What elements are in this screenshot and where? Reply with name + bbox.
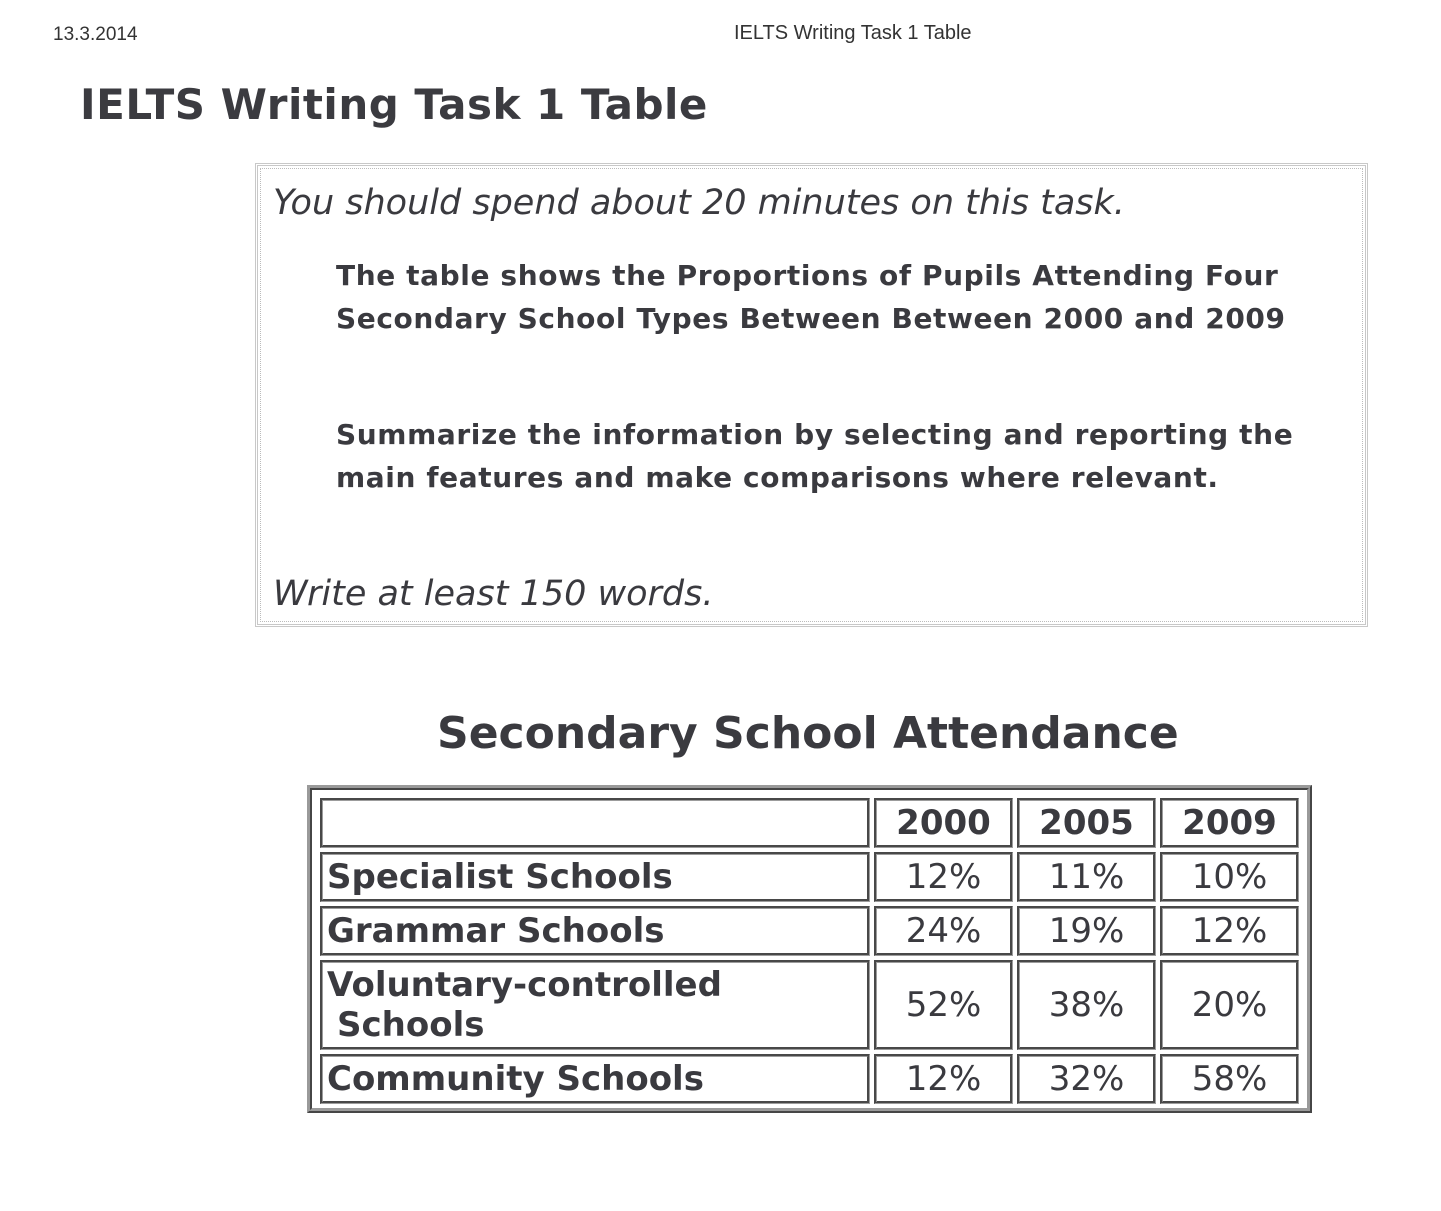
row-label-community: Community Schools [320, 1054, 870, 1104]
table-cell: 10% [1160, 852, 1299, 902]
column-header-2000: 2000 [874, 798, 1013, 848]
table-cell: 20% [1160, 960, 1299, 1050]
table-cell: 58% [1160, 1054, 1299, 1104]
row-label-grammar: Grammar Schools [320, 906, 870, 956]
table-cell: 24% [874, 906, 1013, 956]
table-cell: 19% [1017, 906, 1156, 956]
table-row [320, 852, 1299, 902]
task-instructions-box [255, 163, 1368, 627]
column-header-2009: 2009 [1160, 798, 1299, 848]
table-cell: 38% [1017, 960, 1156, 1050]
row-label-voluntary-controlled [320, 960, 870, 1050]
header-date: 13.3.2014 [53, 24, 138, 45]
task-description: The table shows the Proportions of Pupils Attending Four Secondary School Types Between Between 2000 and 2009 [336, 259, 1286, 335]
row-label-line: Schools [337, 1005, 485, 1045]
page-title: IELTS Writing Task 1 Table [80, 80, 708, 129]
table-cell: 32% [1017, 1054, 1156, 1104]
table-row [320, 960, 1299, 1050]
column-header-2005: 2005 [1017, 798, 1156, 848]
task-instruction: Summarize the information by selecting and reporting the main features and make comparisons where relevant. [336, 418, 1294, 494]
table-cell: 12% [874, 1054, 1013, 1104]
attendance-table-frame [307, 785, 1312, 1113]
table-cell: 12% [1160, 906, 1299, 956]
table-cell: 11% [1017, 852, 1156, 902]
table-row [320, 906, 1299, 956]
word-count-instruction: Write at least 150 words. [273, 574, 714, 614]
row-label-line: Voluntary-controlled [327, 965, 722, 1005]
table-cell: 12% [874, 852, 1013, 902]
time-instruction: You should spend about 20 minutes on this task. [273, 183, 1125, 223]
table-corner-cell [320, 798, 870, 848]
table-header-row [320, 798, 1299, 848]
header-doc-title: IELTS Writing Task 1 Table [734, 22, 972, 44]
row-label-specialist: Specialist Schools [320, 852, 870, 902]
table-title: Secondary School Attendance [437, 708, 1179, 759]
attendance-table [316, 794, 1303, 1108]
table-cell: 52% [874, 960, 1013, 1050]
table-row [320, 1054, 1299, 1104]
